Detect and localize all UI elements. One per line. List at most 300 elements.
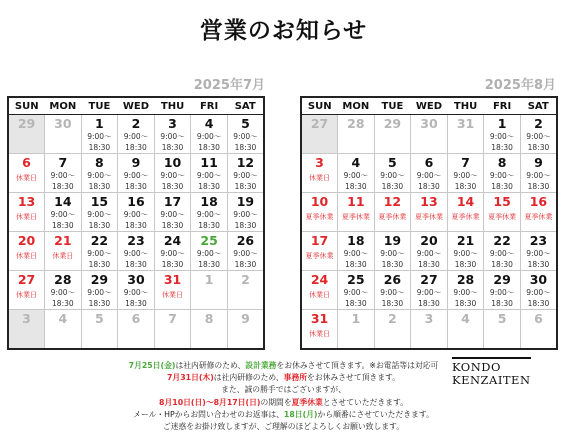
day-cell [154,154,191,193]
day-number: 5 [497,311,507,326]
july-month-label: 2025年7月 [193,78,265,93]
week-row [8,310,264,350]
day-cell [227,310,264,350]
day-cell [81,310,118,350]
day-cell [81,271,118,310]
day-number: 9 [131,155,141,170]
open-time: 9:00〜 [453,171,478,180]
closure-note: 休業日 [309,330,331,338]
day-number: 18 [347,233,365,248]
close-time: 18:30 [491,260,513,269]
day-cell [118,154,155,193]
close-time: 18:30 [418,260,440,269]
day-cell [118,115,155,154]
day-number: 19 [236,194,255,209]
day-cell [447,154,484,193]
weekday-header: SUN [8,97,45,115]
day-number: 18 [200,194,218,209]
day-number: 10 [163,155,182,170]
open-time: 9:00〜 [50,210,76,219]
day-cell [227,115,264,154]
close-time: 18:30 [345,299,367,308]
day-number: 22 [493,233,511,248]
day-number: 28 [54,272,72,287]
day-number: 13 [17,194,36,209]
day-number: 6 [424,155,434,170]
day-number: 25 [347,272,365,287]
day-cell [154,115,191,154]
day-cell [374,115,411,154]
day-number: 15 [90,194,109,209]
day-number: 4 [351,155,361,170]
day-cell [301,154,338,193]
close-time: 18:30 [52,182,74,191]
open-time: 9:00〜 [380,288,405,297]
open-time: 9:00〜 [196,171,222,180]
open-time: 9:00〜 [380,171,405,180]
close-time: 18:30 [125,299,147,308]
open-time: 9:00〜 [87,171,112,180]
day-cell [338,232,375,271]
notice-text: 8月10日(日)〜8月17日(日) [159,397,261,407]
close-time: 18:30 [125,143,147,152]
day-cell [447,115,484,154]
open-time: 9:00〜 [343,288,369,297]
weekday-header: FRI [484,97,521,115]
day-number: 27 [310,116,329,131]
close-time: 18:30 [198,221,220,230]
notice-text: 夏季休業 [291,397,323,407]
day-number: 30 [127,272,145,287]
week-row [8,193,264,232]
close-time: 18:30 [381,299,404,308]
day-number: 26 [236,233,255,248]
day-number: 7 [461,155,470,170]
open-time: 9:00〜 [87,288,112,297]
closure-note: 夏季休業 [341,213,370,221]
weekday-header-row [301,97,557,115]
notice-text: 7月25日(金) [128,361,176,370]
open-time: 9:00〜 [233,249,258,258]
day-cell [191,271,228,310]
open-time: 9:00〜 [123,210,149,219]
day-cell [45,115,82,154]
day-number: 12 [383,194,402,209]
day-cell [447,193,484,232]
closure-note: 休業日 [16,252,38,260]
day-cell [484,310,521,350]
notice-text: また、誠の勝手ではございますが、 [221,385,346,395]
open-time: 9:00〜 [123,249,149,258]
week-row [8,115,264,154]
open-time: 9:00〜 [233,132,258,141]
closure-note: 夏季休業 [305,213,334,221]
close-time: 18:30 [161,143,184,152]
open-time: 9:00〜 [343,171,369,180]
day-cell [45,193,82,232]
day-cell [191,115,228,154]
open-time: 9:00〜 [489,132,515,141]
closure-note: 休業日 [309,174,331,182]
close-time: 18:30 [234,221,257,230]
open-time: 9:00〜 [50,171,76,180]
open-time: 9:00〜 [526,249,551,258]
close-time: 18:30 [234,260,257,269]
day-number: 24 [163,233,182,248]
day-number: 31 [456,116,475,131]
close-time: 18:30 [418,182,440,191]
open-time: 9:00〜 [416,171,442,180]
open-time: 9:00〜 [416,249,442,258]
day-number: 16 [529,194,548,209]
logo-line-1: KONDO [452,360,501,374]
close-time: 18:30 [527,299,550,308]
open-time: 9:00〜 [343,249,369,258]
day-number: 2 [388,311,397,326]
day-number: 8 [204,311,214,326]
day-cell [411,232,448,271]
close-time: 18:30 [491,143,513,152]
day-cell [447,310,484,350]
day-cell [338,193,375,232]
closure-note: 休業日 [52,252,74,260]
open-time: 9:00〜 [160,132,185,141]
day-cell [191,193,228,232]
day-number: 3 [315,155,324,170]
week-row [301,271,557,310]
open-time: 9:00〜 [453,288,478,297]
day-cell [227,232,264,271]
open-time: 9:00〜 [233,210,258,219]
day-cell [411,193,448,232]
close-time: 18:30 [527,182,550,191]
day-number: 29 [17,116,36,131]
day-cell [411,115,448,154]
close-time: 18:30 [52,221,74,230]
day-cell [8,154,45,193]
day-cell [81,115,118,154]
day-number: 9 [241,311,250,326]
closure-note: 休業日 [16,213,38,221]
notice-text: は社内研修のため、 [175,361,246,370]
day-cell [227,271,264,310]
close-time: 18:30 [52,299,74,308]
weekday-header: FRI [191,97,228,115]
notice-text: とさせていただきます。 [322,397,408,407]
day-cell [447,232,484,271]
notice-text: の期間を [260,397,292,407]
weekday-header-row [8,97,264,115]
day-number: 27 [420,272,438,287]
close-time: 18:30 [88,143,111,152]
day-number: 23 [127,233,145,248]
open-time: 9:00〜 [526,171,551,180]
open-time: 9:00〜 [196,132,222,141]
day-number: 21 [456,233,475,248]
open-time: 9:00〜 [380,249,405,258]
day-cell [374,310,411,350]
day-cell [484,115,521,154]
day-number: 8 [497,155,507,170]
closure-note: 夏季休業 [524,213,553,221]
open-time: 9:00〜 [50,288,76,297]
notice-text: は社内研修のため、 [213,373,284,383]
close-time: 18:30 [491,182,513,191]
day-number: 25 [200,233,218,248]
day-cell [8,193,45,232]
day-number: 10 [310,194,329,209]
weekday-header: WED [411,97,448,115]
weekday-header: TUE [374,97,411,115]
day-number: 15 [493,194,511,209]
open-time: 9:00〜 [233,171,258,180]
day-number: 16 [127,194,145,209]
close-time: 18:30 [234,143,257,152]
close-time: 18:30 [454,182,477,191]
weekday-header: SAT [520,97,557,115]
day-cell [484,193,521,232]
close-time: 18:30 [125,260,147,269]
day-cell [8,271,45,310]
day-cell [191,310,228,350]
day-cell [8,232,45,271]
day-cell [338,154,375,193]
close-time: 18:30 [381,182,404,191]
week-row [8,271,264,310]
day-number: 30 [54,116,72,131]
weekday-header: MON [45,97,82,115]
day-number: 7 [168,311,177,326]
day-number: 2 [534,116,543,131]
day-cell [301,271,338,310]
closure-note: 夏季休業 [378,213,407,221]
notice-text: 18日(月) [283,409,318,419]
day-number: 30 [420,116,438,131]
close-time: 18:30 [198,182,220,191]
day-cell [45,232,82,271]
day-cell [411,271,448,310]
day-number: 1 [95,116,104,131]
day-cell [520,115,557,154]
august-calendar [300,96,558,350]
day-cell [301,115,338,154]
day-number: 4 [461,311,470,326]
day-number: 31 [310,311,329,326]
close-time: 18:30 [161,260,184,269]
page-title: 営業のお知らせ [199,18,368,44]
closure-note: 夏季休業 [305,252,334,260]
open-time: 9:00〜 [123,171,149,180]
weekday-header: WED [118,97,155,115]
week-row [301,154,557,193]
open-time: 9:00〜 [526,288,551,297]
day-number: 7 [58,155,68,170]
day-cell [81,232,118,271]
close-time: 18:30 [198,143,220,152]
day-cell [8,310,45,350]
day-number: 30 [529,272,548,287]
day-number: 29 [90,272,109,287]
closure-note: 休業日 [309,291,331,299]
day-cell [411,154,448,193]
day-number: 17 [310,233,329,248]
close-time: 18:30 [88,260,111,269]
day-cell [118,310,155,350]
notice-text: から順番にさせていただきます。 [317,409,434,419]
day-cell [520,193,557,232]
notice-line [0,421,567,433]
day-number: 3 [22,311,31,326]
day-number: 11 [347,194,365,209]
notice-text: 事務所 [283,373,308,383]
day-number: 6 [131,311,141,326]
close-time: 18:30 [454,260,477,269]
close-time: 18:30 [418,299,440,308]
day-number: 13 [420,194,438,209]
day-cell [338,115,375,154]
weekday-header: SUN [301,97,338,115]
open-time: 9:00〜 [489,171,515,180]
open-time: 9:00〜 [489,249,515,258]
day-number: 5 [95,311,104,326]
close-time: 18:30 [527,260,550,269]
closure-note: 夏季休業 [451,213,480,221]
close-time: 18:30 [161,221,184,230]
open-time: 9:00〜 [416,288,442,297]
day-cell [154,310,191,350]
notice-line [0,409,567,421]
day-number: 2 [241,272,250,287]
day-cell [191,154,228,193]
closure-note: 夏季休業 [414,213,443,221]
company-logo [452,357,531,387]
day-cell [520,310,557,350]
day-number: 17 [163,194,182,209]
day-number: 6 [534,311,543,326]
open-time: 9:00〜 [160,210,185,219]
day-cell [338,310,375,350]
day-cell [374,154,411,193]
closure-note: 休業日 [162,291,184,299]
day-number: 29 [383,116,402,131]
day-number: 3 [424,311,434,326]
close-time: 18:30 [454,299,477,308]
open-time: 9:00〜 [123,132,149,141]
close-time: 18:30 [345,182,367,191]
day-number: 20 [17,233,36,248]
notice-text: 設計業務 [245,361,277,370]
day-number: 5 [241,116,250,131]
close-time: 18:30 [491,299,513,308]
open-time: 9:00〜 [160,249,185,258]
notice-text: ご迷惑をお掛け致しますが、ご理解のほどよろしくお願い致します。 [162,422,405,432]
august-month-label: 2025年8月 [484,78,556,93]
close-time: 18:30 [381,260,404,269]
close-time: 18:30 [198,260,220,269]
day-cell [81,154,118,193]
week-row [301,193,557,232]
day-cell [374,193,411,232]
day-cell [45,271,82,310]
weekday-header: MON [338,97,375,115]
day-number: 11 [200,155,218,170]
day-cell [45,154,82,193]
week-row [301,310,557,350]
day-cell [447,271,484,310]
day-cell [301,232,338,271]
day-cell [520,232,557,271]
day-number: 28 [456,272,475,287]
close-time: 18:30 [88,182,111,191]
day-number: 27 [17,272,36,287]
day-number: 2 [131,116,141,131]
close-time: 18:30 [88,299,111,308]
close-time: 18:30 [234,182,257,191]
weekday-header: TUE [81,97,118,115]
day-cell [338,271,375,310]
day-cell [484,154,521,193]
day-cell [411,310,448,350]
day-number: 19 [383,233,402,248]
day-cell [520,154,557,193]
weekday-header: SAT [227,97,264,115]
day-number: 31 [163,272,182,287]
notice-text: をお休みさせて頂きます。 [307,373,400,383]
open-time: 9:00〜 [87,132,112,141]
day-number: 21 [54,233,72,248]
day-number: 6 [22,155,31,170]
day-cell [227,193,264,232]
open-time: 9:00〜 [489,288,515,297]
day-cell [374,271,411,310]
day-number: 4 [204,116,214,131]
notice-text: 7月31日(木) [167,373,214,383]
day-number: 8 [95,155,104,170]
july-calendar [7,96,265,350]
day-number: 26 [383,272,402,287]
open-time: 9:00〜 [526,132,551,141]
day-number: 14 [456,194,475,209]
weekday-header: THU [447,97,484,115]
day-cell [118,232,155,271]
notice-text: をお休みさせて頂きます。※お電話等は対応可 [276,361,439,370]
day-cell [81,193,118,232]
week-row [8,232,264,271]
notice-text: メール・HPからお問い合わせのお返事は、 [133,409,284,419]
day-cell [374,232,411,271]
day-number: 3 [168,116,177,131]
week-row [301,115,557,154]
day-number: 1 [497,116,507,131]
notice-line [0,397,567,409]
close-time: 18:30 [88,221,111,230]
day-cell [118,193,155,232]
day-cell [154,193,191,232]
day-cell [45,310,82,350]
day-number: 28 [347,116,365,131]
close-time: 18:30 [161,182,184,191]
closure-note: 夏季休業 [488,213,517,221]
day-cell [154,232,191,271]
day-number: 12 [236,155,255,170]
day-number: 14 [54,194,72,209]
week-row [301,232,557,271]
closure-note: 休業日 [16,291,38,299]
day-cell [154,271,191,310]
open-time: 9:00〜 [453,249,478,258]
logo-line-2: KENZAITEN [452,373,531,387]
close-time: 18:30 [125,182,147,191]
